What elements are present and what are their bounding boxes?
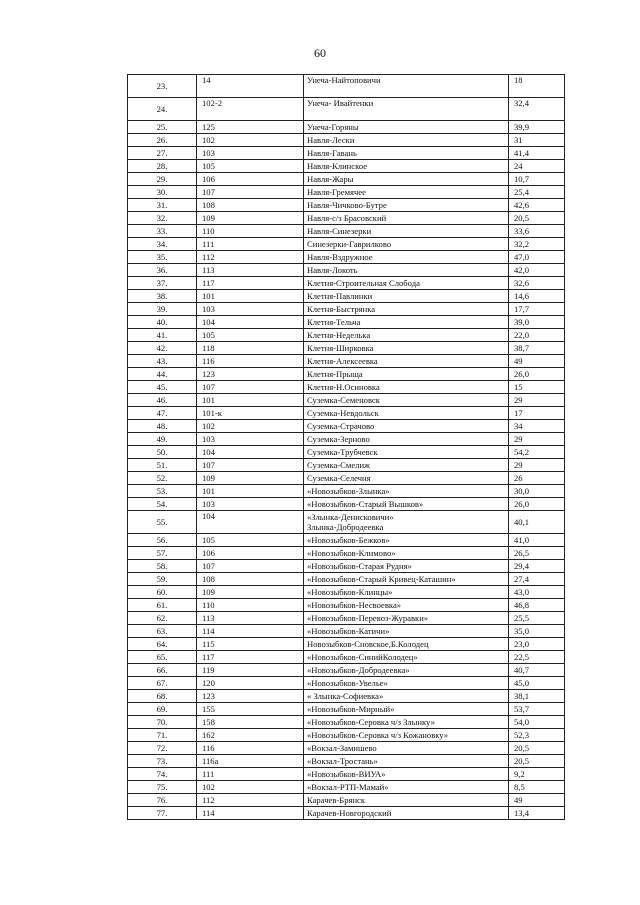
table-row: [128, 638, 565, 651]
route-distance: 41,4: [509, 147, 565, 160]
route-code: 107: [197, 459, 304, 472]
route-name: Суземка-Зерново: [304, 433, 509, 446]
route-distance: 15: [509, 381, 565, 394]
route-distance: 39,9: [509, 121, 565, 134]
routes-table-body: [128, 75, 565, 820]
route-code: 107: [197, 381, 304, 394]
route-distance: 13,4: [509, 807, 565, 820]
row-number: 60.: [128, 586, 197, 599]
row-number: 40.: [128, 316, 197, 329]
route-code: 114: [197, 625, 304, 638]
route-name: « Злынка-Софиевка»: [304, 690, 509, 703]
route-code: 102: [197, 420, 304, 433]
row-number: 35.: [128, 251, 197, 264]
route-name: Карачев-Новгородский: [304, 807, 509, 820]
route-name: Клетня-Павлинки: [304, 290, 509, 303]
route-code: 103: [197, 303, 304, 316]
table-row: [128, 290, 565, 303]
row-number: 23.: [128, 75, 197, 98]
row-number: 31.: [128, 199, 197, 212]
route-code: 102-2: [197, 98, 304, 121]
row-number: 57.: [128, 547, 197, 560]
table-row: [128, 485, 565, 498]
route-code: 117: [197, 651, 304, 664]
route-code: 101: [197, 485, 304, 498]
table-row: [128, 794, 565, 807]
route-code: 113: [197, 264, 304, 277]
row-number: 48.: [128, 420, 197, 433]
route-name-line: «Злынка-Денисковичи»: [307, 512, 394, 522]
row-number: 33.: [128, 225, 197, 238]
route-name-line: Злынка-Добродеевка: [307, 522, 384, 532]
route-distance: 35,0: [509, 625, 565, 638]
route-name: Клетня-Неделька: [304, 329, 509, 342]
table-row: [128, 147, 565, 160]
route-code: 123: [197, 690, 304, 703]
table-row: [128, 729, 565, 742]
route-distance: 54,0: [509, 716, 565, 729]
route-name: Навля-Синезерки: [304, 225, 509, 238]
route-distance: 24: [509, 160, 565, 173]
route-distance: 38,1: [509, 690, 565, 703]
table-row: [128, 186, 565, 199]
route-distance: 9,2: [509, 768, 565, 781]
table-row: [128, 768, 565, 781]
row-number: 69.: [128, 703, 197, 716]
route-code: 125: [197, 121, 304, 134]
row-number: 46.: [128, 394, 197, 407]
route-distance: 42,6: [509, 199, 565, 212]
route-code: 112: [197, 251, 304, 264]
route-name: Суземка-Невдольск: [304, 407, 509, 420]
table-row: [128, 420, 565, 433]
table-row: [128, 264, 565, 277]
route-code: 120: [197, 677, 304, 690]
row-number: 26.: [128, 134, 197, 147]
route-code: 102: [197, 134, 304, 147]
route-code: 105: [197, 534, 304, 547]
route-code: 111: [197, 238, 304, 251]
route-distance: 42,0: [509, 264, 565, 277]
table-row: [128, 407, 565, 420]
route-name: Навля-Жары: [304, 173, 509, 186]
route-name: «Новозыбков-Несвоевка»: [304, 599, 509, 612]
route-name: Навля-Гавань: [304, 147, 509, 160]
route-name: Унеча- Ивайтенки: [304, 98, 509, 121]
row-number: 42.: [128, 342, 197, 355]
table-row: [128, 277, 565, 290]
route-distance: 32,4: [509, 98, 565, 121]
route-distance: 14,6: [509, 290, 565, 303]
row-number: 58.: [128, 560, 197, 573]
table-row: [128, 251, 565, 264]
row-number: 34.: [128, 238, 197, 251]
route-name: Унеча-Горяны: [304, 121, 509, 134]
row-number: 59.: [128, 573, 197, 586]
route-name: Клетня-Тельча: [304, 316, 509, 329]
route-distance: 40,1: [509, 511, 565, 534]
row-number: 70.: [128, 716, 197, 729]
route-code: 106: [197, 173, 304, 186]
table-row: [128, 612, 565, 625]
route-code: 101: [197, 394, 304, 407]
table-row: [128, 599, 565, 612]
route-code: 110: [197, 599, 304, 612]
route-distance: 29: [509, 433, 565, 446]
route-distance: 20,5: [509, 742, 565, 755]
route-distance: 29: [509, 459, 565, 472]
route-name: «Вокзал-РТП-Мамай»: [304, 781, 509, 794]
route-code: 104: [197, 316, 304, 329]
route-name: «Новозыбков-Перевоз-Журавки»: [304, 612, 509, 625]
row-number: 71.: [128, 729, 197, 742]
route-distance: 20,5: [509, 755, 565, 768]
route-code: 14: [197, 75, 304, 98]
route-name: Навля-Гремячее: [304, 186, 509, 199]
table-row: [128, 355, 565, 368]
route-name: «Новозыбков-ВИУА»: [304, 768, 509, 781]
row-number: 74.: [128, 768, 197, 781]
route-code: 114: [197, 807, 304, 820]
row-number: 77.: [128, 807, 197, 820]
route-name: [304, 511, 509, 534]
route-distance: 54,2: [509, 446, 565, 459]
route-name: Клетня-Строительная Слобода: [304, 277, 509, 290]
route-distance: 17: [509, 407, 565, 420]
route-distance: 26: [509, 472, 565, 485]
route-code: 101-к: [197, 407, 304, 420]
row-number: 75.: [128, 781, 197, 794]
route-code: 104: [197, 511, 304, 534]
route-code: 155: [197, 703, 304, 716]
route-code: 162: [197, 729, 304, 742]
table-row: [128, 625, 565, 638]
route-name: Навля-Лески: [304, 134, 509, 147]
route-distance: 25,4: [509, 186, 565, 199]
table-row: [128, 75, 565, 98]
route-distance: 38,7: [509, 342, 565, 355]
table-row: [128, 498, 565, 511]
table-row: [128, 472, 565, 485]
route-name: Суземка-Семеновск: [304, 394, 509, 407]
row-number: 24.: [128, 98, 197, 121]
route-name: Навля-Чичково-Бутре: [304, 199, 509, 212]
row-number: 38.: [128, 290, 197, 303]
table-row: [128, 212, 565, 225]
page-number: 60: [314, 46, 326, 60]
route-name: Суземка-Смелиж: [304, 459, 509, 472]
table-row: [128, 160, 565, 173]
table-row: [128, 238, 565, 251]
table-row: [128, 677, 565, 690]
route-distance: 20,5: [509, 212, 565, 225]
row-number: 52.: [128, 472, 197, 485]
route-name: «Новозыбков-Старая Рудня»: [304, 560, 509, 573]
table-row: [128, 368, 565, 381]
route-name: Суземка-Трубчевск: [304, 446, 509, 459]
table-row: [128, 781, 565, 794]
table-row: [128, 651, 565, 664]
routes-table: [127, 74, 565, 820]
route-name: «Вокзал-Замишево: [304, 742, 509, 755]
row-number: 47.: [128, 407, 197, 420]
table-row: [128, 98, 565, 121]
route-distance: 26,0: [509, 368, 565, 381]
table-row: [128, 573, 565, 586]
route-distance: 53,7: [509, 703, 565, 716]
table-row: [128, 134, 565, 147]
route-name: Клетня-Прыща: [304, 368, 509, 381]
route-name: «Новозыбков-Серовка ч/з Злынку»: [304, 716, 509, 729]
row-number: 53.: [128, 485, 197, 498]
route-name: Суземка-Страчово: [304, 420, 509, 433]
table-row: [128, 446, 565, 459]
route-code: 102: [197, 781, 304, 794]
row-number: 39.: [128, 303, 197, 316]
row-number: 61.: [128, 599, 197, 612]
route-code: 101: [197, 290, 304, 303]
table-row: [128, 316, 565, 329]
route-distance: 49: [509, 355, 565, 368]
route-code: 105: [197, 160, 304, 173]
row-number: 49.: [128, 433, 197, 446]
table-row: [128, 664, 565, 677]
route-distance: 18: [509, 75, 565, 98]
route-name: Карачев-Брянск: [304, 794, 509, 807]
route-name: «Новозыбков-Клинцы»: [304, 586, 509, 599]
route-distance: 26,0: [509, 498, 565, 511]
route-code: 113: [197, 612, 304, 625]
table-row: [128, 433, 565, 446]
route-name: «Новозыбков-Старый Вышков»: [304, 498, 509, 511]
route-code: 103: [197, 147, 304, 160]
table-row: [128, 742, 565, 755]
route-name: «Новозыбков-Бежков»: [304, 534, 509, 547]
route-distance: 43,0: [509, 586, 565, 599]
route-distance: 47,0: [509, 251, 565, 264]
route-distance: 45,0: [509, 677, 565, 690]
route-distance: 31: [509, 134, 565, 147]
route-code: 105: [197, 329, 304, 342]
route-code: 116: [197, 355, 304, 368]
row-number: 67.: [128, 677, 197, 690]
table-row: [128, 121, 565, 134]
row-number: 65.: [128, 651, 197, 664]
route-code: 109: [197, 586, 304, 599]
row-number: 41.: [128, 329, 197, 342]
table-row: [128, 342, 565, 355]
table-row: [128, 225, 565, 238]
route-name: Унеча-Найтоповичи: [304, 75, 509, 98]
row-number: 45.: [128, 381, 197, 394]
table-row: [128, 394, 565, 407]
route-code: 117: [197, 277, 304, 290]
route-code: 123: [197, 368, 304, 381]
route-code: 107: [197, 560, 304, 573]
route-code: 107: [197, 186, 304, 199]
route-distance: 46,8: [509, 599, 565, 612]
route-code: 109: [197, 472, 304, 485]
row-number: 43.: [128, 355, 197, 368]
route-distance: 10,7: [509, 173, 565, 186]
row-number: 54.: [128, 498, 197, 511]
row-number: 56.: [128, 534, 197, 547]
row-number: 28.: [128, 160, 197, 173]
route-distance: 25,5: [509, 612, 565, 625]
route-name: «Новозыбков-Увелье»: [304, 677, 509, 690]
route-name: «Новозыбков-Серовка ч/з Кожановку»: [304, 729, 509, 742]
row-number: 68.: [128, 690, 197, 703]
route-name: «Новозыбков-Старый Кривец-Каташин»: [304, 573, 509, 586]
row-number: 32.: [128, 212, 197, 225]
route-code: 103: [197, 498, 304, 511]
route-distance: 39,0: [509, 316, 565, 329]
route-name: «Новозыбков-Злынка»: [304, 485, 509, 498]
table-row: [128, 511, 565, 534]
route-name: «Новозыбков-Мирный»: [304, 703, 509, 716]
row-number: 44.: [128, 368, 197, 381]
route-distance: 23,0: [509, 638, 565, 651]
route-code: 110: [197, 225, 304, 238]
row-number: 27.: [128, 147, 197, 160]
route-distance: 29: [509, 394, 565, 407]
route-name: Суземка-Селечня: [304, 472, 509, 485]
row-number: 73.: [128, 755, 197, 768]
table-row: [128, 586, 565, 599]
route-code: 158: [197, 716, 304, 729]
route-distance: 32,2: [509, 238, 565, 251]
route-name: «Вокзал-Тростань»: [304, 755, 509, 768]
route-name: Клетня-Алексеевка: [304, 355, 509, 368]
route-code: 119: [197, 664, 304, 677]
route-distance: 52,3: [509, 729, 565, 742]
route-distance: 32,6: [509, 277, 565, 290]
route-code: 112: [197, 794, 304, 807]
row-number: 63.: [128, 625, 197, 638]
table-row: [128, 755, 565, 768]
table-row: [128, 381, 565, 394]
route-name: Навля-Локоть: [304, 264, 509, 277]
route-code: 108: [197, 573, 304, 586]
route-code: 108: [197, 199, 304, 212]
route-code: 104: [197, 446, 304, 459]
table-row: [128, 303, 565, 316]
row-number: 64.: [128, 638, 197, 651]
route-code: 118: [197, 342, 304, 355]
route-code: 116: [197, 742, 304, 755]
route-distance: 30,0: [509, 485, 565, 498]
route-name: Навля-Клинское: [304, 160, 509, 173]
table-row: [128, 807, 565, 820]
route-name: Клетня-Н.Осиновка: [304, 381, 509, 394]
route-name: «Новозыбков-Климово»: [304, 547, 509, 560]
table-row: [128, 534, 565, 547]
route-name: Клетня-Ширковка: [304, 342, 509, 355]
table-row: [128, 173, 565, 186]
route-distance: 8,5: [509, 781, 565, 794]
route-distance: 41,0: [509, 534, 565, 547]
table-row: [128, 547, 565, 560]
route-distance: 22,0: [509, 329, 565, 342]
route-distance: 40,7: [509, 664, 565, 677]
route-distance: 29,4: [509, 560, 565, 573]
route-code: 115: [197, 638, 304, 651]
table-row: [128, 199, 565, 212]
table-row: [128, 716, 565, 729]
route-distance: 17,7: [509, 303, 565, 316]
table-row: [128, 560, 565, 573]
route-code: 103: [197, 433, 304, 446]
row-number: 72.: [128, 742, 197, 755]
route-code: 106: [197, 547, 304, 560]
row-number: 76.: [128, 794, 197, 807]
row-number: 30.: [128, 186, 197, 199]
row-number: 50.: [128, 446, 197, 459]
route-distance: 22,5: [509, 651, 565, 664]
row-number: 51.: [128, 459, 197, 472]
row-number: 37.: [128, 277, 197, 290]
route-distance: 27,4: [509, 573, 565, 586]
row-number: 36.: [128, 264, 197, 277]
table-row: [128, 703, 565, 716]
route-name: Навля-с/з Брасовский: [304, 212, 509, 225]
route-code: 109: [197, 212, 304, 225]
row-number: 66.: [128, 664, 197, 677]
route-name: Синезерки-Гаврилково: [304, 238, 509, 251]
route-code: 116а: [197, 755, 304, 768]
route-name: Клетня-Быстрянка: [304, 303, 509, 316]
table-row: [128, 329, 565, 342]
route-distance: 34: [509, 420, 565, 433]
row-number: 29.: [128, 173, 197, 186]
table-row: [128, 690, 565, 703]
route-distance: 26,5: [509, 547, 565, 560]
route-name: «Новозыбков-СинийКолодец»: [304, 651, 509, 664]
row-number: 62.: [128, 612, 197, 625]
route-name: Новозыбков-Сновское,Б.Колодец: [304, 638, 509, 651]
route-distance: 49: [509, 794, 565, 807]
row-number: 25.: [128, 121, 197, 134]
route-name: Навля-Вздружное: [304, 251, 509, 264]
route-code: 111: [197, 768, 304, 781]
route-name: «Новозыбков-Добродеевка»: [304, 664, 509, 677]
route-name: «Новозыбков-Катичи»: [304, 625, 509, 638]
table-row: [128, 459, 565, 472]
row-number: 55.: [128, 511, 197, 534]
route-distance: 33,6: [509, 225, 565, 238]
